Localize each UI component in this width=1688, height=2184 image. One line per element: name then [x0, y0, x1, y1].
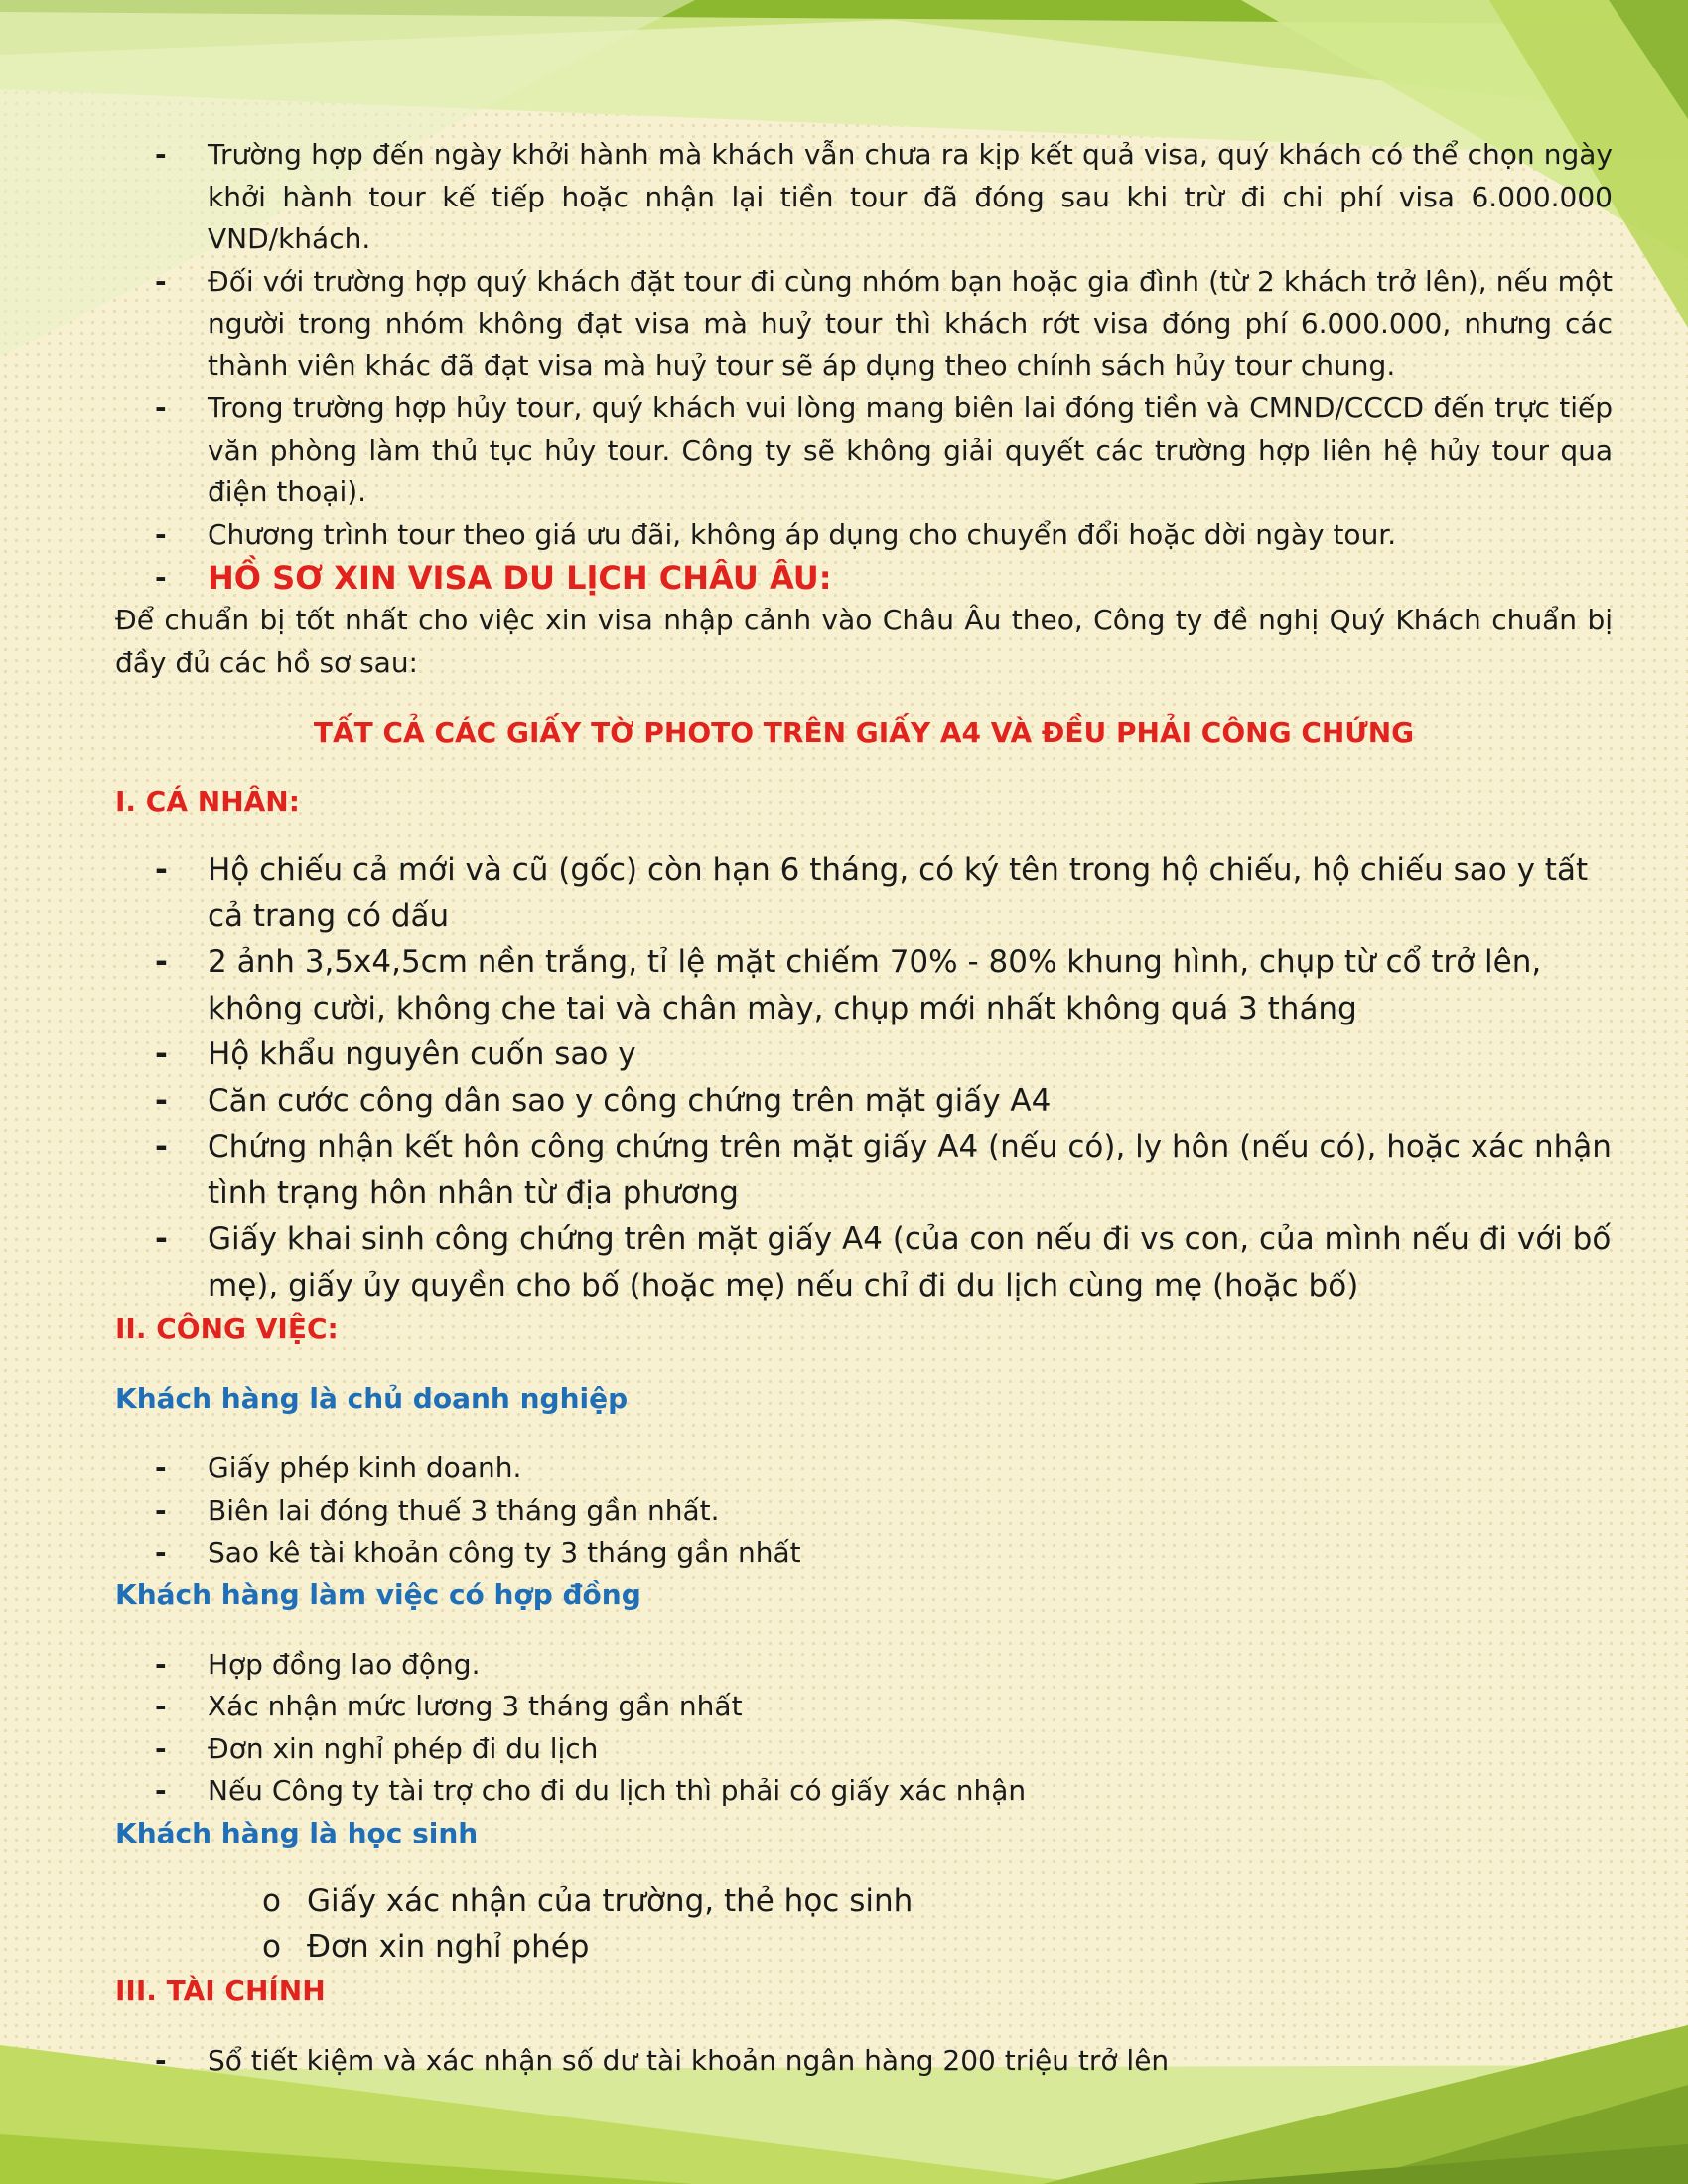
list-item: - 2 ảnh 3,5x4,5cm nền trắng, tỉ lệ mặt chiếm 70% - 80% khung hình, chụp từ cổ trở lên, không cười, không che tai và chân mày, chụp mới nhất không quá 3 tháng [115, 939, 1613, 1031]
dash-bullet: - [155, 517, 167, 551]
list-item: o Giấy xác nhận của trường, thẻ học sinh [115, 1878, 1613, 1925]
list-item: - Chứng nhận kết hôn công chứng trên mặt giấy A4 (nếu có), ly hôn (nếu có), hoặc xác nhận tình trạng hôn nhân từ địa phương [115, 1124, 1613, 1216]
dash-bullet: - [155, 1082, 168, 1119]
dash-bullet: - [155, 1774, 167, 1807]
list-item: - Sổ tiết kiệm và xác nhận số dư tài khoản ngân hàng 200 triệu trở lên [115, 2040, 1613, 2083]
dash-bullet: - [155, 944, 168, 980]
dash-bullet: - [155, 1493, 167, 1527]
list-item: - Hộ khẩu nguyên cuốn sao y [115, 1031, 1613, 1078]
list-item: - Sao kê tài khoản công ty 3 tháng gần nhất [115, 1532, 1613, 1574]
contract-employee-list [115, 1644, 1613, 1813]
dash-bullet: - [155, 1647, 167, 1681]
dash-bullet: - [155, 391, 167, 424]
subsection-title-contract: Khách hàng làm việc có hợp đồng [115, 1577, 641, 1611]
visa-heading: HỒ SƠ XIN VISA DU LỊCH CHÂU ÂU: [208, 559, 832, 597]
list-item: - Đối với trường hợp quý khách đặt tour đi cùng nhóm bạn hoặc gia đình (từ 2 khách trở lên), nếu một người trong nhóm không đạt visa mà huỷ tour thì khách rớt visa đóng phí 6.000.000, nhưng các thành viên khác đã đạt visa mà huỷ tour sẽ áp dụng theo chính sách hủy tour chung. [115, 261, 1613, 388]
circle-bullet: o [262, 1929, 281, 1965]
circle-bullet: o [262, 1882, 281, 1919]
dash-bullet: - [155, 2043, 167, 2077]
dash-bullet: - [155, 1129, 168, 1164]
list-item: - Trong trường hợp hủy tour, quý khách vui lòng mang biên lai đóng tiền và CMND/CCCD đến trực tiếp văn phòng làm thủ tục hủy tour. Công ty sẽ không giải quyết các trường hợp liên hệ hủy tour qua điện thoại). [115, 387, 1613, 514]
list-item: - Biên lai đóng thuế 3 tháng gần nhất. [115, 1490, 1613, 1533]
dash-bullet: - [155, 1690, 167, 1722]
intro-paragraph: Để chuẩn bị tốt nhất cho việc xin visa nhập cảnh vào Châu Âu theo, Công ty đề nghị Quý Khách chuẩn bị đầy đủ các hồ sơ sau: [115, 604, 1613, 679]
list-item: o Đơn xin nghỉ phép [115, 1924, 1613, 1971]
list-item: - Căn cước công dân sao y công chứng trên mặt giấy A4 [115, 1078, 1613, 1125]
dash-bullet: - [155, 1451, 167, 1484]
notice-heading: TẤT CẢ CÁC GIẤY TỜ PHOTO TRÊN GIẤY A4 VÀ ĐỀU PHẢI CÔNG CHỨNG [313, 716, 1415, 749]
business-owner-list [115, 1447, 1613, 1574]
list-item: - Giấy khai sinh công chứng trên mặt giấy A4 (của con nếu đi vs con, của mình nếu đi với bố mẹ), giấy ủy quyền cho bố (hoặc mẹ) nếu chỉ đi du lịch cùng mẹ (hoặc bố) [115, 1216, 1613, 1308]
dash-bullet: - [155, 852, 168, 887]
subsection-title-business-owner: Khách hàng là chủ doanh nghiệp [115, 1382, 629, 1415]
dash-bullet: - [155, 1221, 168, 1257]
dash-bullet: - [155, 1536, 167, 1569]
list-item: - Trường hợp đến ngày khởi hành mà khách vẫn chưa ra kịp kết quả visa, quý khách có thể chọn ngày khởi hành tour kế tiếp hoặc nhận lại tiền tour đã đóng sau khi trừ đi chi phí visa 6.000.000 VND/khách. [115, 134, 1613, 261]
list-item: - Hợp đồng lao động. [115, 1644, 1613, 1687]
section-title-personal: I. CÁ NHÂN: [115, 785, 300, 818]
list-item: - Chương trình tour theo giá ưu đãi, không áp dụng cho chuyển đổi hoặc dời ngày tour. [115, 514, 1613, 557]
subsection-title-student: Khách hàng là học sinh [115, 1816, 479, 1849]
list-item: - Hộ chiếu cả mới và cũ (gốc) còn hạn 6 tháng, có ký tên trong hộ chiếu, hộ chiếu sao y tất cả trang có dấu [115, 847, 1613, 939]
list-item: - Đơn xin nghỉ phép đi du lịch [115, 1728, 1613, 1771]
list-item: - Giấy phép kinh doanh. [115, 1447, 1613, 1490]
document-content [115, 134, 1613, 2082]
list-item [115, 556, 1613, 600]
tour-policy-list [115, 134, 1613, 600]
personal-documents-list [115, 847, 1613, 1308]
dash-bullet: - [155, 1731, 167, 1765]
list-item: - Nếu Công ty tài trợ cho đi du lịch thì phải có giấy xác nhận [115, 1770, 1613, 1813]
dash-bullet: - [155, 264, 167, 298]
dash-bullet: - [155, 138, 167, 171]
section-title-work: II. CÔNG VIỆC: [115, 1312, 339, 1345]
dash-bullet: - [155, 561, 167, 594]
dash-bullet: - [155, 1036, 168, 1072]
section-title-finance: III. TÀI CHÍNH [115, 1974, 326, 2007]
student-list [115, 1878, 1613, 1971]
finance-list [115, 2040, 1613, 2083]
list-item: - Xác nhận mức lương 3 tháng gần nhất [115, 1686, 1613, 1728]
